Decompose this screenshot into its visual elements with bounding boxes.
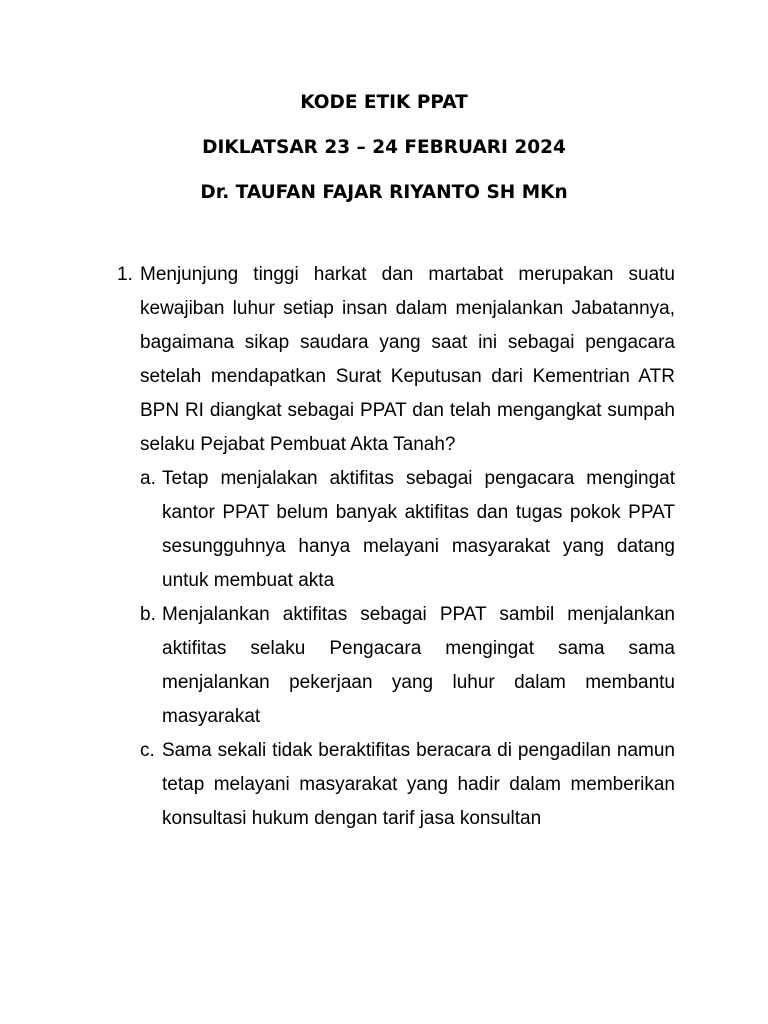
document-author: Dr. TAUFAN FAJAR RIYANTO SH MKn [200,182,568,203]
option-letter: a. [140,468,156,489]
answer-option-a [140,462,675,598]
option-letter: c. [140,740,155,761]
question-number: 1. [117,264,133,285]
option-text: Tetap menjalakan aktifitas sebagai pengacara mengingat kantor PPAT belum banyak aktifitas dan tugas pokok PPAT sesungguhnya hanya melayani masyarakat yang datang untuk membuat akta [162,468,675,591]
option-letter: b. [140,604,156,625]
answer-options [140,462,675,836]
document-title: KODE ETIK PPAT [300,92,468,113]
question-text: Menjunjung tinggi harkat dan martabat merupakan suatu kewajiban luhur setiap insan dalam menjalankan Jabatannya, bagaimana sikap saudara yang saat ini sebagai pengacara setelah mendapatkan Surat Keputusan dari Kementrian ATR BPN RI diangkat sebagai PPAT dan telah mengangkat sumpah selaku Pejabat Pembuat Akta Tanah? [140,264,675,455]
question-item [112,258,675,836]
option-text: Menjalankan aktifitas sebagai PPAT sambil menjalankan aktifitas selaku Pengacara mengingat sama sama menjalankan pekerjaan yang luhur dalam membantu masyarakat [162,604,675,727]
answer-option-b [140,598,675,734]
option-text: Sama sekali tidak beraktifitas beracara di pengadilan namun tetap melayani masyarakat yang hadir dalam memberikan konsultasi hukum dengan tarif jasa konsultan [162,740,675,829]
answer-option-c [140,734,675,836]
document-subtitle: DIKLATSAR 23 – 24 FEBRUARI 2024 [202,137,566,158]
